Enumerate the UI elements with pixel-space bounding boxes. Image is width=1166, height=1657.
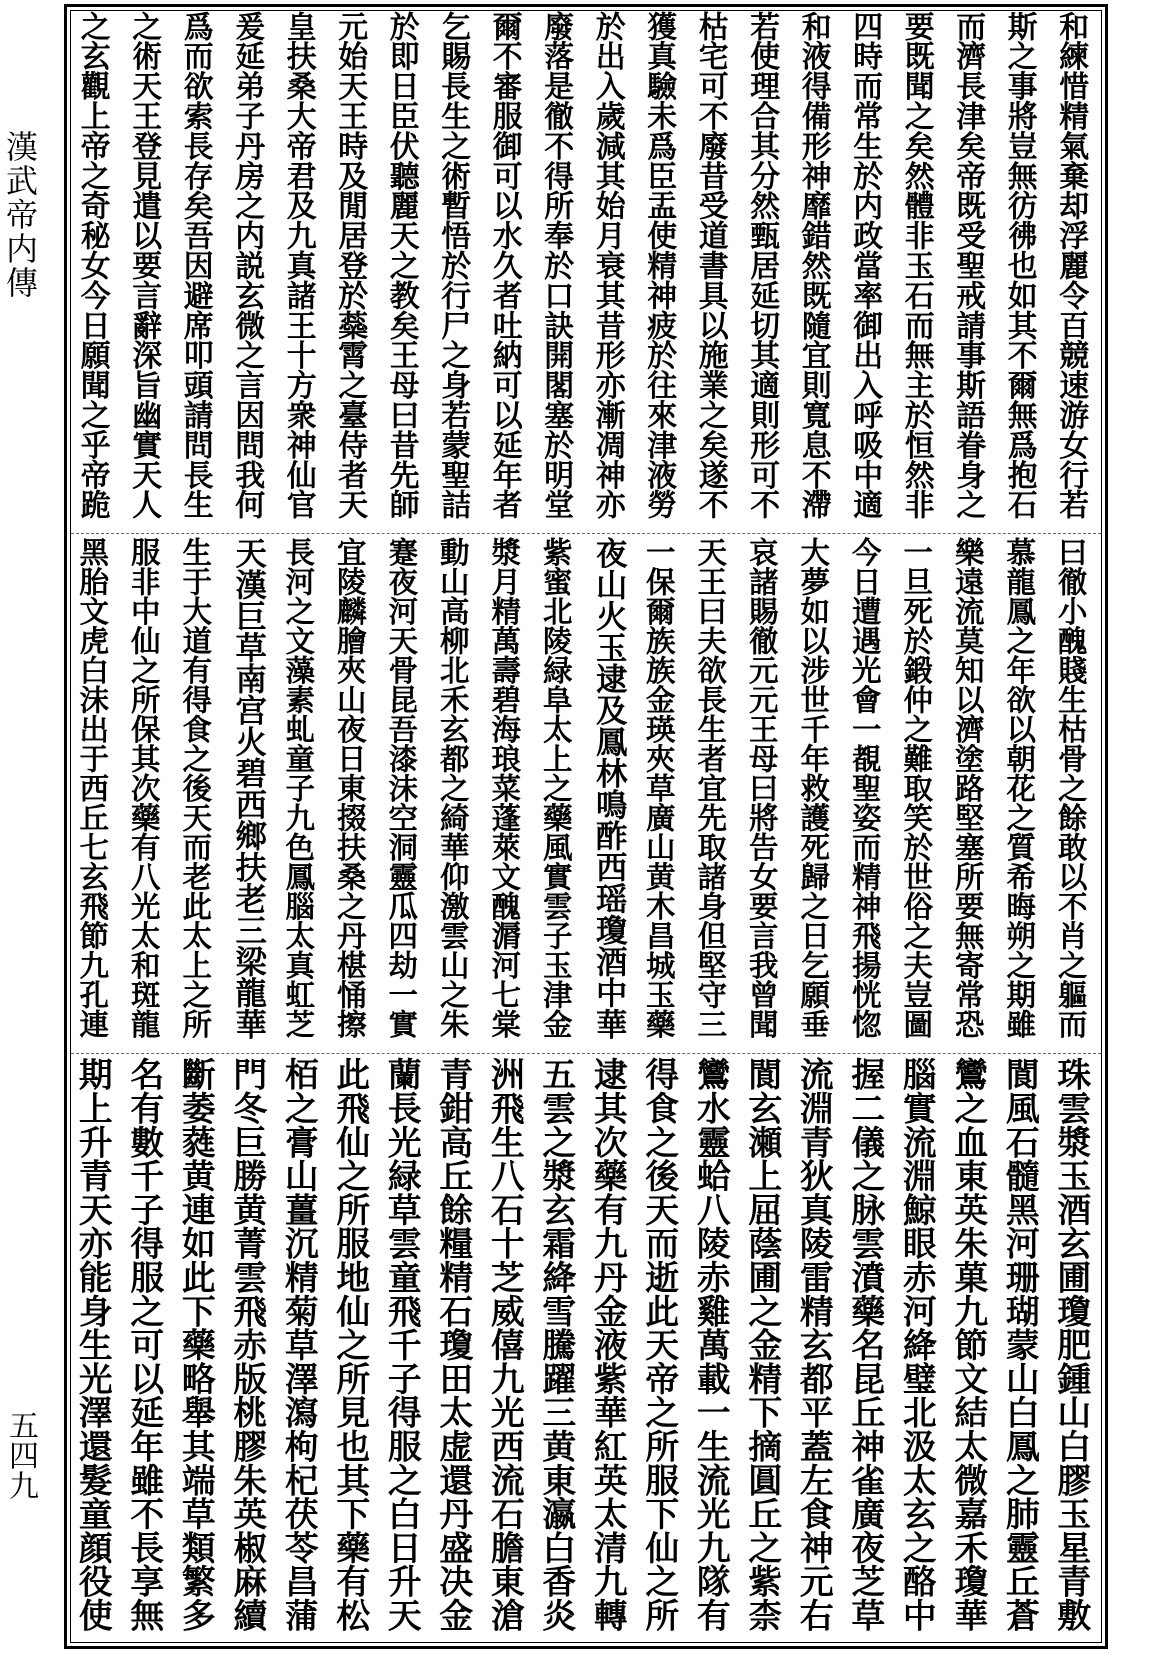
text-column: 期上升青天亦能身生光澤還髮童顔役使 [73, 1057, 114, 1632]
text-column: 獲真驗未爲臣盂使精神疲於往來津液勞 [641, 11, 677, 520]
text-column: 皇扶桑大帝君及九真諸王十方衆神仙官 [281, 11, 317, 520]
text-column: 天王曰夫欲長生者宜先取諸身但堅守三 [693, 537, 729, 1039]
text-column: 一旦死於鍛仲之難取笑於世俗之夫豈圖 [899, 537, 935, 1039]
text-panel-bottom [71, 1057, 1101, 1643]
text-column: 生于大道有得食之後天而老此太上之所 [178, 537, 214, 1039]
text-column: 逮其次藥有九丹金液紫華紅英太清九轉 [588, 1057, 629, 1632]
text-column: 之玄觀上帝之奇秘女今日願聞之乎帝跪 [75, 11, 111, 520]
text-column: 爲而欲索長存矣吾因避席叩頭請問長生 [178, 11, 214, 520]
text-column: 青鉗高丘餘糧精石瓊田太虚還丹盛决金 [433, 1057, 474, 1632]
text-column: 大夢如以涉世千年救護死歸之日乞願垂 [796, 537, 832, 1039]
text-column: 蘭長光緑草雲童飛千子得服之白日升天 [382, 1057, 423, 1632]
text-panel-middle [71, 537, 1101, 1049]
text-column: 斷萎蕤黄連如此下藥略舉其端草類繁多 [176, 1057, 217, 1632]
text-column: 閬玄瀬上屈蔭圃之金精下摘圓丘之紫柰 [742, 1057, 783, 1632]
text-column: 爰延弟子丹房之内説玄微之言因問我何 [229, 11, 265, 520]
text-column: 哀諸賜徹元元王母曰將告女要言我曾聞 [744, 537, 780, 1039]
text-column: 之術天王登見遣以要言辭深旨幽實天人 [126, 11, 162, 520]
text-column: 爾不審服御可以水久者吐納可以延年者 [487, 11, 523, 520]
text-column: 門冬巨勝黄菁雲飛赤版桃膠朱英椒麻續 [227, 1057, 268, 1632]
text-column: 一保爾族族金瑛夾草廣山黄木昌城玉藥 [641, 537, 677, 1039]
panel-divider [71, 1053, 1101, 1054]
page-number: 五四九 [3, 1410, 38, 1500]
text-column: 乞賜長生之術暫悟於行尸之身若蒙聖詰 [435, 11, 471, 520]
text-column: 夜山火玉逮及鳳林鳴酢西瑶瓊酒中華 [590, 537, 627, 1040]
text-panel-top [71, 11, 1101, 529]
text-column: 服非中仙之所保其次藥有八光太和斑龍 [126, 537, 162, 1039]
text-column: 漿月精萬壽碧海琅菜蓬萊文醜漘河七棠 [487, 537, 523, 1039]
text-column: 宜陵麟膾夾山夜日東掇扶桑之丹椹悀擦 [332, 537, 368, 1039]
text-column: 天漢巨草南宫火碧西鄉扶老三梁龍華 [229, 537, 266, 1040]
text-column: 握二儀之脉雲濆藥名昆丘神雀廣夜芝草 [845, 1057, 886, 1632]
text-column: 於即日臣伏聽麗天之教矣王母曰昔先師 [384, 11, 420, 520]
text-column: 於出入歲減其始月衰其昔形亦漸凋神亦 [590, 11, 626, 520]
text-column: 五雲之漿玄霜絳雪騰躍三黄東瀛白香炎 [536, 1057, 577, 1632]
text-column: 黑胎文虎白沫出于西丘七玄飛節九孔連 [75, 537, 111, 1039]
text-column: 珠雲漿玉酒玄圃瓊肥鍾山白膠玉星青敷 [1051, 1057, 1092, 1632]
text-column: 鸞之血東英朱菓九節文結太微嘉禾瓊華 [948, 1057, 989, 1632]
text-column: 紫蜜北陵緑阜太上之藥風實雲子玉津金 [538, 537, 574, 1039]
text-column: 名有數千子得服之可以延年雖不長享無 [124, 1057, 165, 1632]
text-column: 斯之事將豈無彷彿也如其不爾無爲抱石 [1002, 11, 1038, 520]
text-column: 若使理合其分然甄居延切其適則形可不 [744, 11, 780, 520]
text-column: 得食之後天而逝此天帝之所服下仙之所 [639, 1057, 680, 1632]
text-column: 和練惜精氣棄却浮麗令百競速游女行若 [1053, 11, 1089, 520]
text-column: 曰徹小醜賤生枯骨之餘敢以不肖之軀而 [1053, 537, 1089, 1039]
text-column: 樂遠流莫知以濟塗路堅塞所要無寄常恐 [950, 537, 986, 1039]
page-frame [64, 4, 1108, 1649]
text-column: 腦實流淵鯨眼赤河絳璧北汲太玄之酪中 [897, 1057, 938, 1632]
text-column: 而濟長津矣帝既受聖戒請事斯語眷身之 [950, 11, 986, 520]
text-column: 長河之文藻素虬童子九色鳳腦太真虹芝 [281, 537, 317, 1039]
text-column: 慕龍鳳之年欲以朝花之質希晦朔之期雖 [1002, 537, 1038, 1039]
text-column: 蹇夜河天骨昆吾漆沫空洞靈瓜四劫一實 [384, 537, 420, 1039]
text-column: 流淵青狄真陵雷精玄都平蓋左食神元右 [794, 1057, 835, 1632]
text-column: 和液得備形神靡錯然既隨宜則寬息不滯 [796, 11, 832, 520]
text-column: 元始天王時及閒居登於蘂霄之臺侍者天 [332, 11, 368, 520]
text-column: 栢之膏山薑沉精菊草澤瀉枸杞茯苓昌蒲 [279, 1057, 320, 1632]
text-column: 閬風石髓黑河珊瑚蒙山白鳳之肺靈丘蒼 [1000, 1057, 1041, 1632]
text-column: 四時而常生於内政當率御出入呼吸中適 [847, 11, 883, 520]
text-column: 鸞水靈蛤八陵赤雞萬載一生流光九隊有 [691, 1057, 732, 1632]
text-column: 動山高柳北禾玄都之綺華仰激雲山之朱 [435, 537, 471, 1039]
text-column: 要既聞之矣然體非玉石而無主於恒然非 [899, 11, 935, 520]
panel-divider [71, 533, 1101, 534]
text-column: 廢落是徹不得所奉於口訣開閣塞於明堂 [538, 11, 574, 520]
text-column: 今日遭遇光會一覩聖姿而精神飛揚恍惚 [847, 537, 883, 1039]
text-column: 枯宅可不廢昔受道書具以施業之矣遂不 [693, 11, 729, 520]
text-column: 此飛仙之所服地仙之所見也其下藥有松 [330, 1057, 371, 1632]
book-title: 漢武帝内傳 [1, 130, 39, 300]
text-column: 洲飛生八石十芝威僖九光西流石膽東滄 [485, 1057, 526, 1632]
